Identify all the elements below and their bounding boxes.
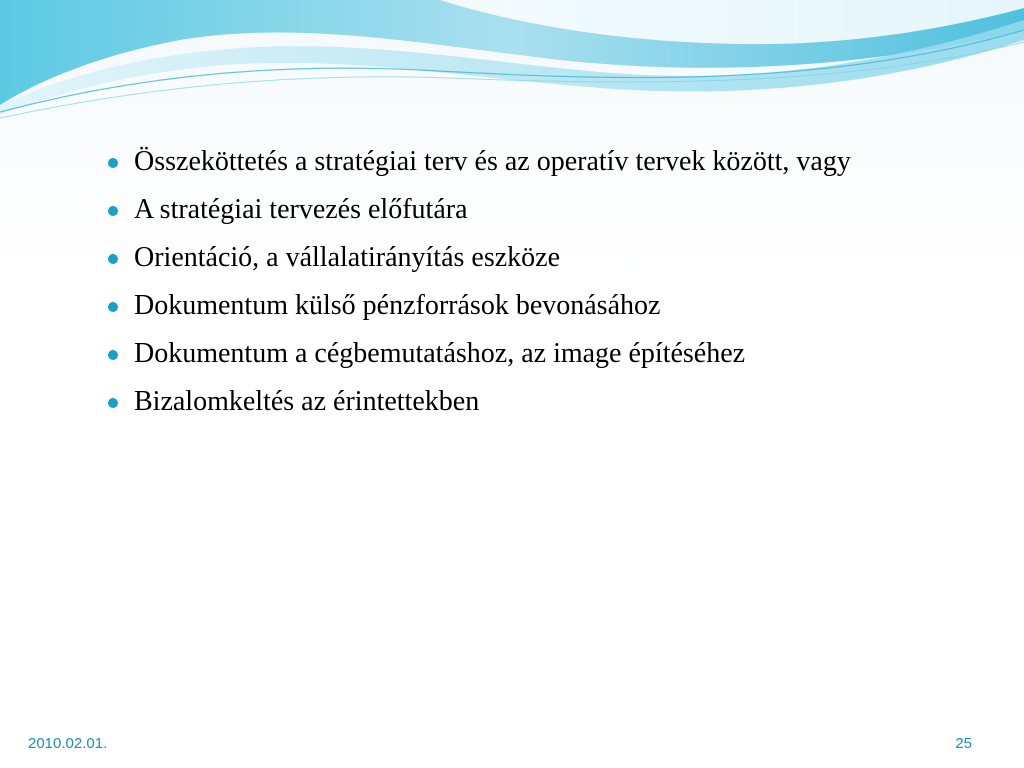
bullet-dot-icon	[108, 206, 118, 216]
bullet-item-4	[104, 284, 964, 328]
page-number: 25	[955, 735, 972, 752]
wave-decoration	[0, 0, 1024, 130]
bullet-text: Dokumentum külső pénzforrások bevonásához	[134, 290, 661, 321]
bullet-text: Bizalomkeltés az érintettekben	[134, 386, 480, 417]
bullet-item-5	[104, 332, 964, 376]
bullet-item-6	[104, 380, 964, 424]
bullet-item-2	[104, 188, 964, 232]
bullet-dot-icon	[108, 254, 118, 264]
bullet-text: Dokumentum a cégbemutatáshoz, az image építéséhez	[134, 338, 746, 369]
bullet-item-3	[104, 236, 964, 280]
bullet-text: A stratégiai tervezés előfutára	[134, 194, 468, 225]
footer-date: 2010.02.01.	[28, 735, 108, 752]
bullet-text: Orientáció, a vállalatirányítás eszköze	[134, 242, 561, 273]
bullet-list	[104, 140, 964, 428]
bullet-dot-icon	[108, 350, 118, 360]
bullet-dot-icon	[108, 158, 118, 168]
bullet-item-1	[104, 140, 964, 184]
bullet-dot-icon	[108, 398, 118, 408]
bullet-text: Összeköttetés a stratégiai terv és az operatív tervek között, vagy	[134, 146, 851, 177]
bullet-dot-icon	[108, 302, 118, 312]
